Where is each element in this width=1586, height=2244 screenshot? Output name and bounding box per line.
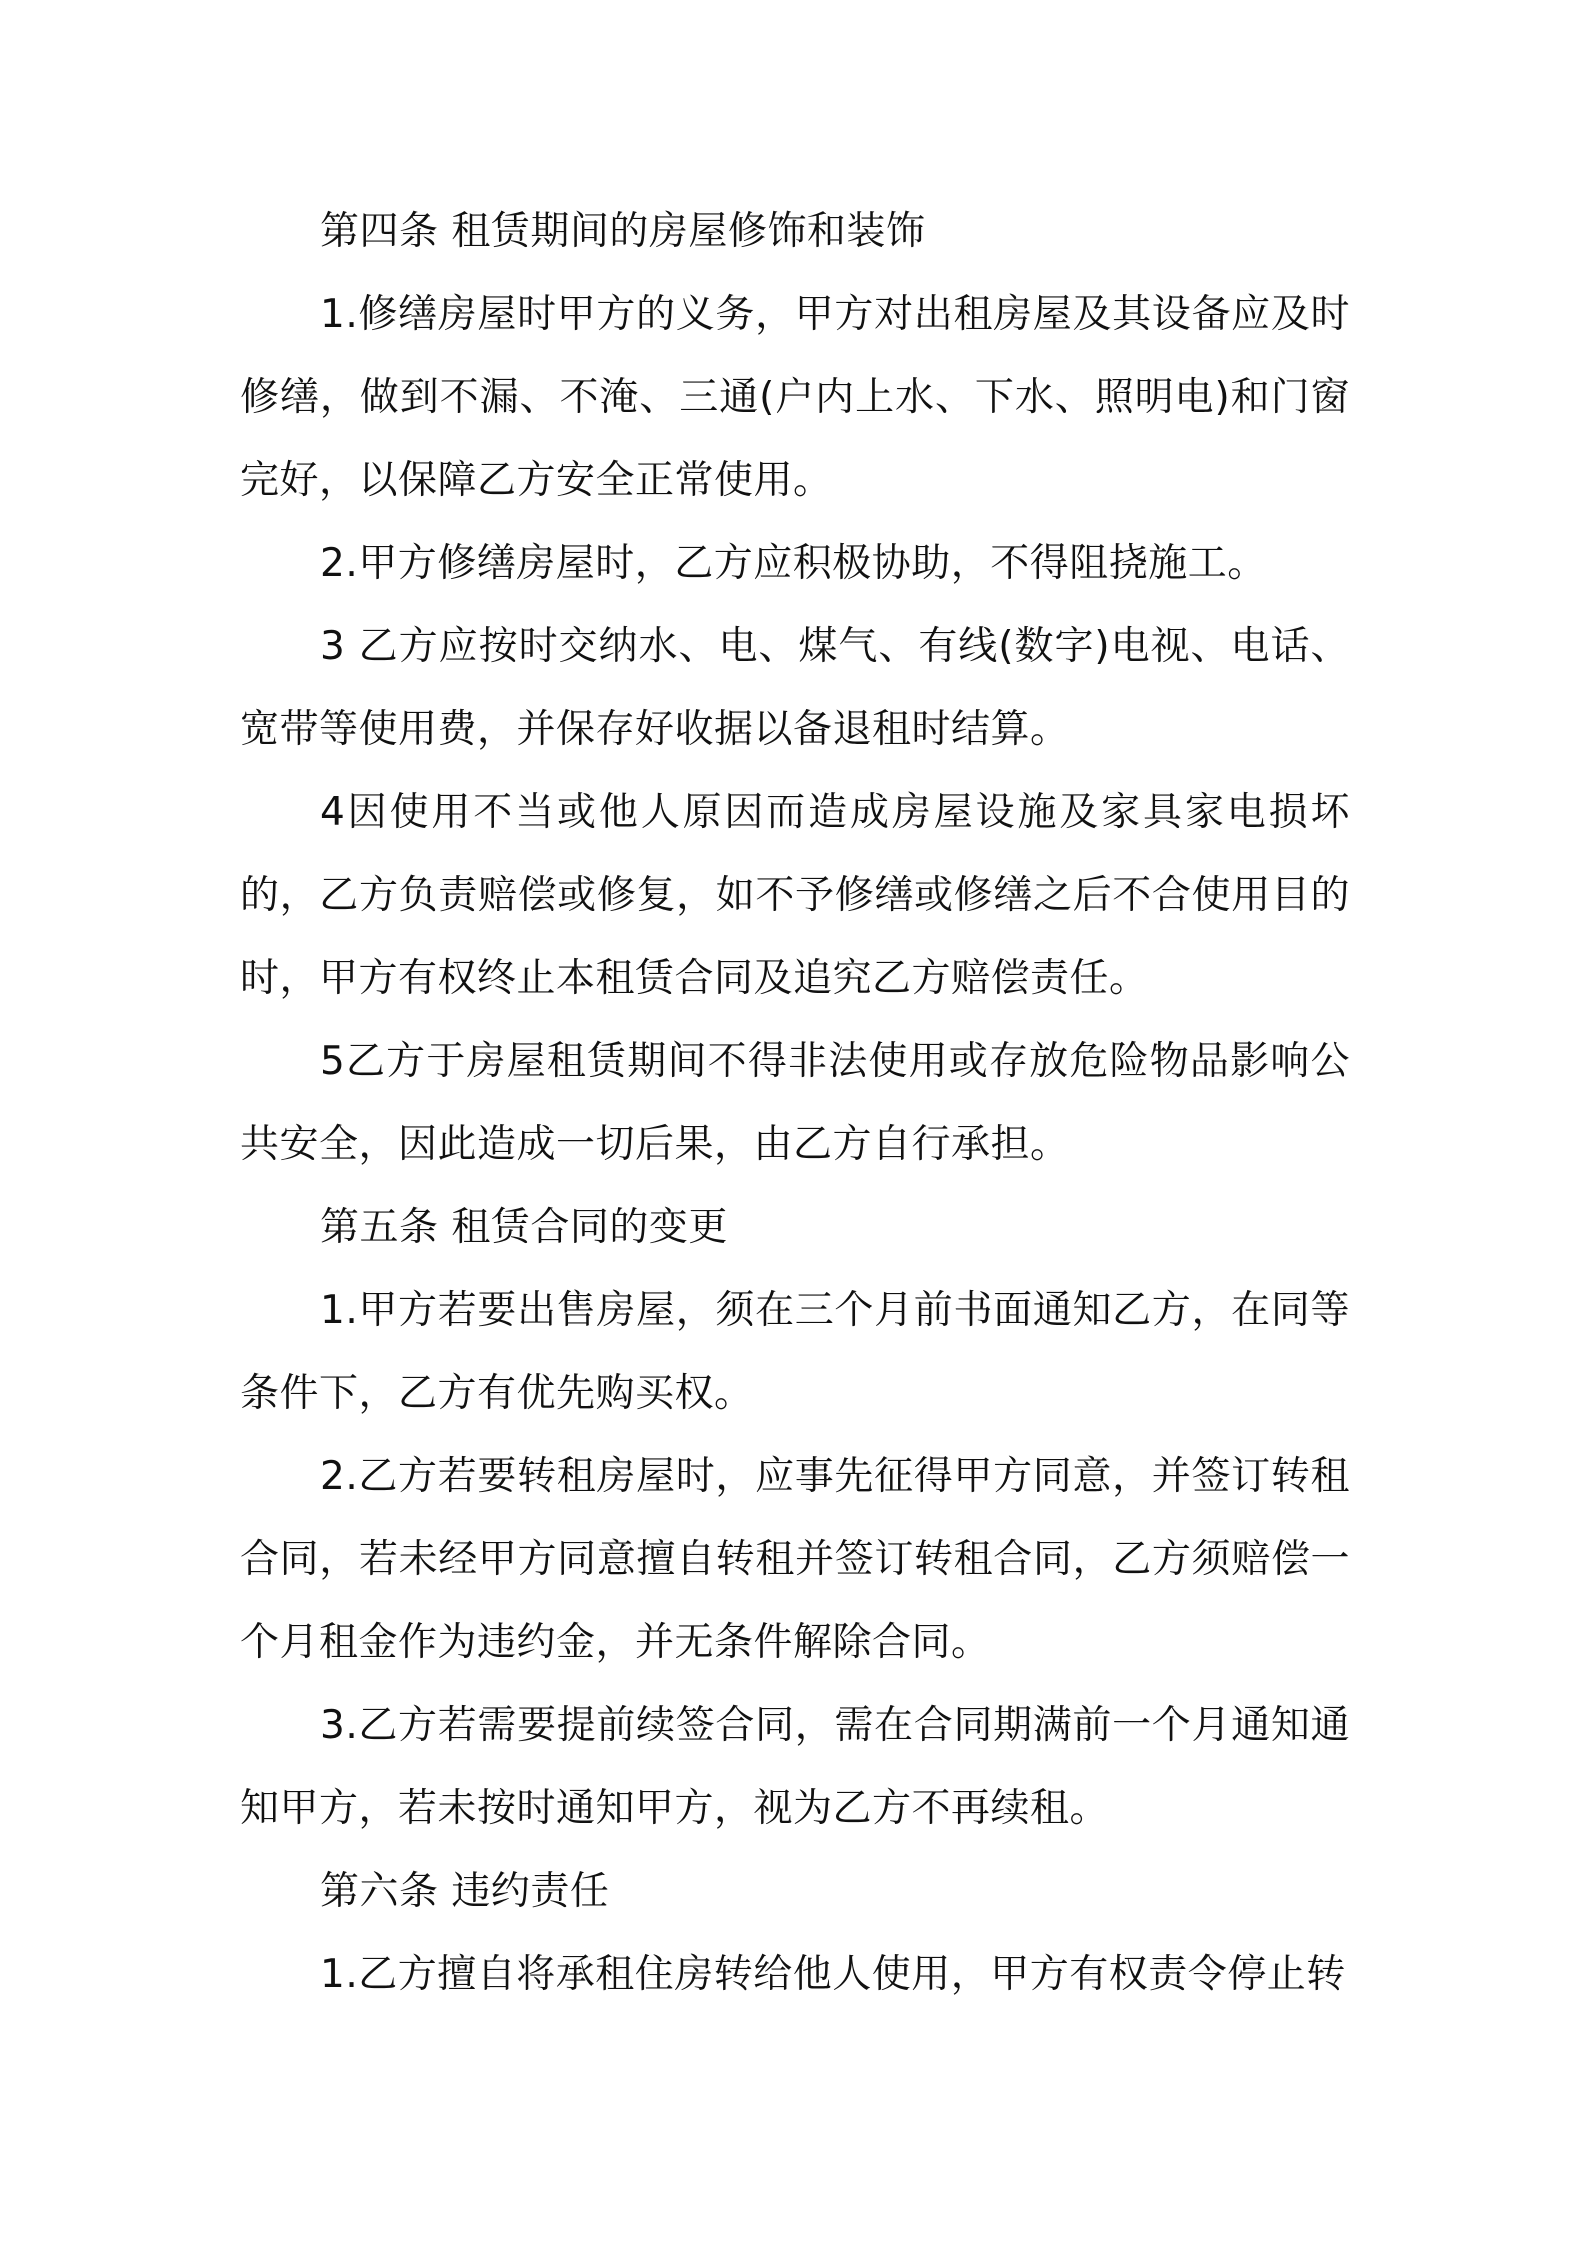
section-5-paragraph-2: 2.乙方若要转租房屋时，应事先征得甲方同意，并签订转租合同，若未经甲方同意擅自转租并签订转租合同，乙方须赔偿一个月租金作为违约金，并无条件解除合同。 bbox=[240, 1454, 1350, 1665]
section-5-paragraph-1: 1.甲方若要出售房屋，须在三个月前书面通知乙方，在同等条件下，乙方有优先购买权。 bbox=[240, 1288, 1350, 1416]
section-4-paragraph-4: 4因使用不当或他人原因而造成房屋设施及家具家电损坏的，乙方负责赔偿或修复，如不予修缮或修缮之后不合使用目的时，甲方有权终止本租赁合同及追究乙方赔偿责任。 bbox=[240, 790, 1350, 1001]
section-6-paragraph-1: 1.乙方擅自将承租住房转给他人使用，甲方有权责令停止转 bbox=[320, 1952, 1346, 1997]
section-4-paragraph-3: 3 乙方应按时交纳水、电、煤气、有线(数字)电视、电话、宽带等使用费，并保存好收据以备退租时结算。 bbox=[240, 624, 1350, 752]
section-4-paragraph-5: 5乙方于房屋租赁期间不得非法使用或存放危险物品影响公共安全，因此造成一切后果，由乙方自行承担。 bbox=[240, 1039, 1350, 1167]
section-heading-5: 第五条 租赁合同的变更 bbox=[320, 1205, 728, 1250]
section-heading-6: 第六条 违约责任 bbox=[320, 1869, 610, 1914]
section-5-paragraph-3: 3.乙方若需要提前续签合同，需在合同期满前一个月通知通知甲方，若未按时通知甲方，视为乙方不再续租。 bbox=[240, 1703, 1350, 1831]
section-4-paragraph-1: 1.修缮房屋时甲方的义务，甲方对出租房屋及其设备应及时修缮，做到不漏、不淹、三通(户内上水、下水、照明电)和门窗完好，以保障乙方安全正常使用。 bbox=[240, 292, 1350, 503]
section-4-paragraph-2: 2.甲方修缮房屋时，乙方应积极协助，不得阻挠施工。 bbox=[320, 541, 1267, 586]
document-body bbox=[240, 190, 1350, 2016]
section-heading-4: 第四条 租赁期间的房屋修饰和装饰 bbox=[320, 209, 926, 254]
